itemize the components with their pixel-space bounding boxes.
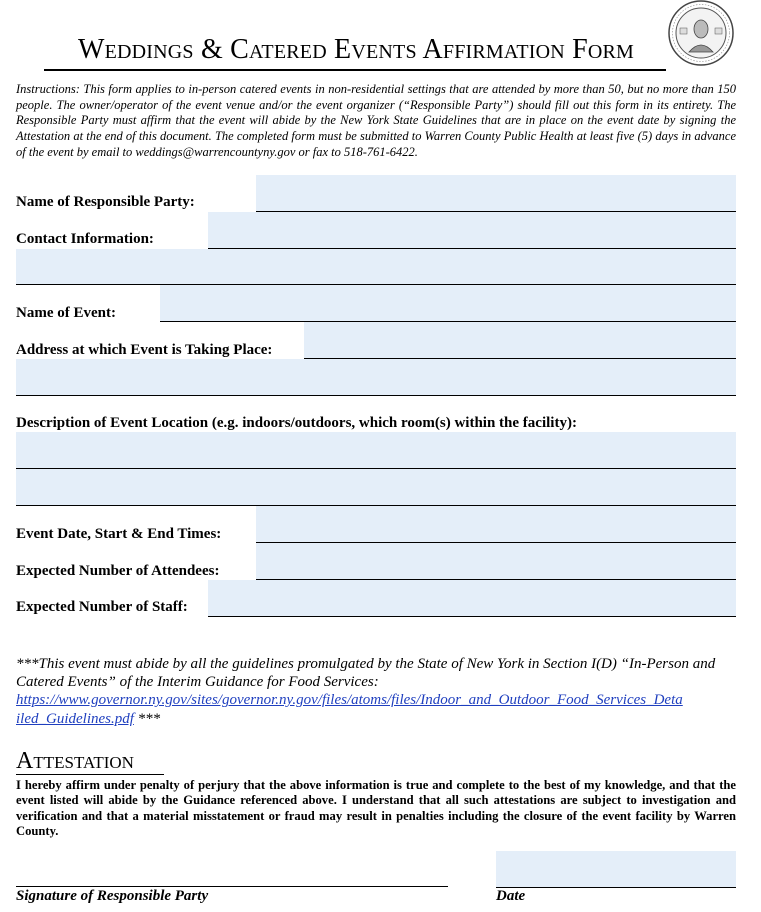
event-address-label: Address at which Event is Taking Place: xyxy=(16,342,273,358)
staff-input[interactable] xyxy=(208,580,736,617)
staff-label: Expected Number of Staff: xyxy=(16,599,188,615)
title-underline xyxy=(44,69,666,71)
guidelines-note-text: ***This event must abide by all the guidelines promulgated by the State of New York in Section I(D) “In-Person and Catered Events” of the Interim Guidance for Food Services: xyxy=(16,656,716,691)
attendees-input[interactable] xyxy=(256,543,736,580)
date-input[interactable] xyxy=(496,851,736,888)
responsible-party-label: Name of Responsible Party: xyxy=(16,194,195,210)
contact-information-label: Contact Information: xyxy=(16,231,154,247)
event-datetime-input[interactable] xyxy=(256,506,736,543)
responsible-party-input[interactable] xyxy=(256,175,736,212)
event-location-label: Description of Event Location (e.g. indoors/outdoors, which room(s) within the facility): xyxy=(16,415,577,431)
event-address-input-line-2[interactable] xyxy=(16,359,736,396)
event-location-input[interactable] xyxy=(16,432,736,469)
attendees-label: Expected Number of Attendees: xyxy=(16,563,220,579)
guidelines-note xyxy=(16,655,736,728)
contact-information-input-line-2[interactable] xyxy=(16,249,736,285)
guidelines-link[interactable]: https://www.governor.ny.gov/sites/governor.ny.gov/files/atoms/files/Indoor_and_Outdoor_Food_Services_Deta iled_Guidelines.pdf xyxy=(16,692,683,727)
attestation-text: I hereby affirm under penalty of perjury that the above information is true and complete to the best of my knowledge, and that the event listed will abide by the Guidance referenced above. I understand that all such attestations are subject to investigation and verification and that a material misstatement or fraud may result in penalties including the closure of the event facility by Warren County. xyxy=(16,778,736,839)
attestation-underline xyxy=(16,774,164,775)
event-address-input[interactable] xyxy=(304,322,736,359)
warren-county-seal-icon xyxy=(667,0,735,66)
date-label: Date xyxy=(496,888,526,904)
event-name-label: Name of Event: xyxy=(16,305,116,321)
attestation-heading: Attestation xyxy=(16,748,134,774)
contact-information-input[interactable] xyxy=(208,212,736,249)
instructions-text: Instructions: This form applies to in-person catered events in non-residential settings that are attended by more than 50, but no more than 150 people. The owner/operator of the event venue and/or the event organizer (“Responsible Party”) should fill out this form in its entirety. The Responsible Party must affirm that the event will abide by the New York State Guidelines that are in place on the event date by signing the Attestation at the end of this document. The completed form must be submitted to Warren County Public Health at least five (5) days in advance of the event by email to weddings@warrencountyny.gov or fax to 518-761-6422. xyxy=(16,82,736,159)
form-title: Weddings & Catered Events Affirmation Form xyxy=(77,34,635,65)
event-name-input[interactable] xyxy=(160,285,736,322)
signature-line[interactable] xyxy=(16,886,448,887)
guidelines-note-suffix: *** xyxy=(133,710,161,727)
event-datetime-label: Event Date, Start & End Times: xyxy=(16,526,222,542)
signature-label: Signature of Responsible Party xyxy=(16,888,209,904)
event-location-input-line-2[interactable] xyxy=(16,469,736,506)
